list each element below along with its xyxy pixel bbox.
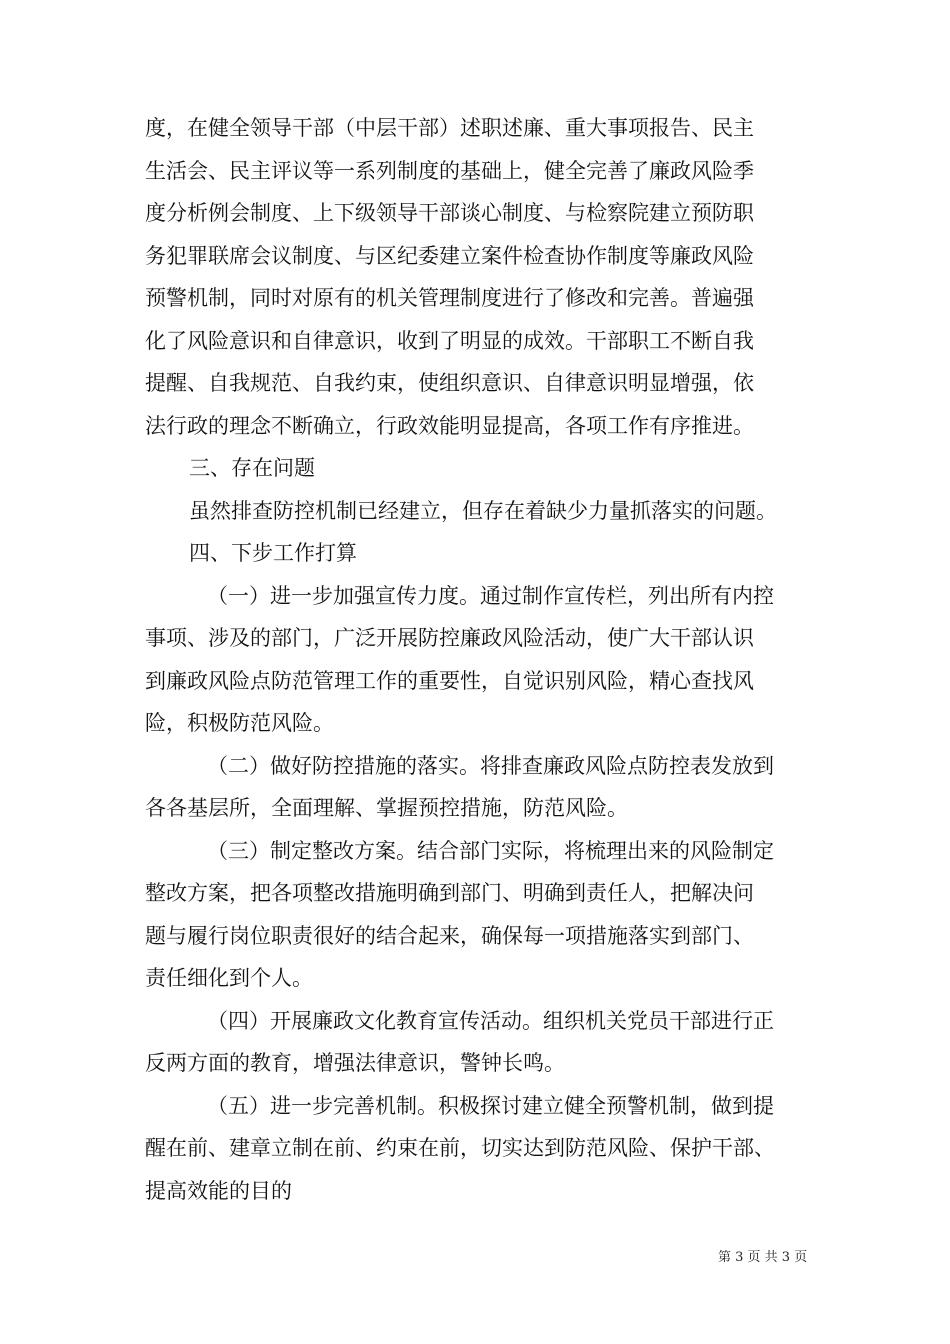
text-line: （三）制定整改方案。结合部门实际，将梳理出来的风险制定 xyxy=(207,838,774,863)
page-number: 第 3 页 共 3 页 xyxy=(718,1250,808,1265)
text-line: 责任细化到个人。 xyxy=(145,966,313,990)
text-line: 险，积极防范风险。 xyxy=(145,711,334,735)
section-heading: 三、存在问题 xyxy=(189,456,315,480)
text-line: 度，在健全领导干部（中层干部）述职述廉、重大事项报告、民主 xyxy=(145,116,754,140)
text-line: （四）开展廉政文化教育宣传活动。组织机关党员干部进行正 xyxy=(207,1008,774,1033)
text-line: 法行政的理念不断确立，行政效能明显提高，各项工作有序推进。 xyxy=(145,413,754,438)
text-line: （二）做好防控措施的落实。将排查廉政风险点防控表发放到 xyxy=(207,753,774,778)
text-line: 反两方面的教育，增强法律意识，警钟长鸣。 xyxy=(145,1051,565,1075)
text-line: 生活会、民主评议等一系列制度的基础上，健全完善了廉政风险季 xyxy=(145,158,754,183)
text-line: 醒在前、建章立制在前、约束在前，切实达到防范风险、保护干部、 xyxy=(145,1136,775,1160)
text-line: 预警机制，同时对原有的机关管理制度进行了修改和完善。普遍强 xyxy=(145,286,754,310)
section-heading: 四、下步工作打算 xyxy=(189,541,357,565)
text-line: 务犯罪联席会议制度、与区纪委建立案件检查协作制度等廉政风险 xyxy=(145,243,754,268)
text-line: （一）进一步加强宣传力度。通过制作宣传栏，列出所有内控 xyxy=(207,583,774,608)
text-line: 事项、涉及的部门，广泛开展防控廉政风险活动，使广大干部认识 xyxy=(145,626,754,650)
text-line: 度分析例会制度、上下级领导干部谈心制度、与检察院建立预防职 xyxy=(145,201,754,225)
text-line: （五）进一步完善机制。积极探讨建立健全预警机制，做到提 xyxy=(207,1093,774,1118)
text-line: 到廉政风险点防范管理工作的重要性，自觉识别风险，精心查找风 xyxy=(145,668,754,693)
text-line: 化了风险意识和自律意识，收到了明显的成效。干部职工不断自我 xyxy=(145,328,754,353)
text-line: 整改方案，把各项整改措施明确到部门、明确到责任人，把解决问 xyxy=(145,881,754,905)
text-line: 各各基层所，全面理解、掌握预控措施，防范风险。 xyxy=(145,796,628,820)
text-line: 提醒、自我规范、自我约束，使组织意识、自律意识明显增强，依 xyxy=(145,371,754,395)
text-line: 虽然排查防控机制已经建立，但存在着缺少力量抓落实的问题。 xyxy=(189,498,777,523)
document-body xyxy=(145,107,835,1212)
text-line: 题与履行岗位职责很好的结合起来，确保每一项措施落实到部门、 xyxy=(145,923,754,948)
text-line: 提高效能的目的 xyxy=(145,1178,292,1203)
